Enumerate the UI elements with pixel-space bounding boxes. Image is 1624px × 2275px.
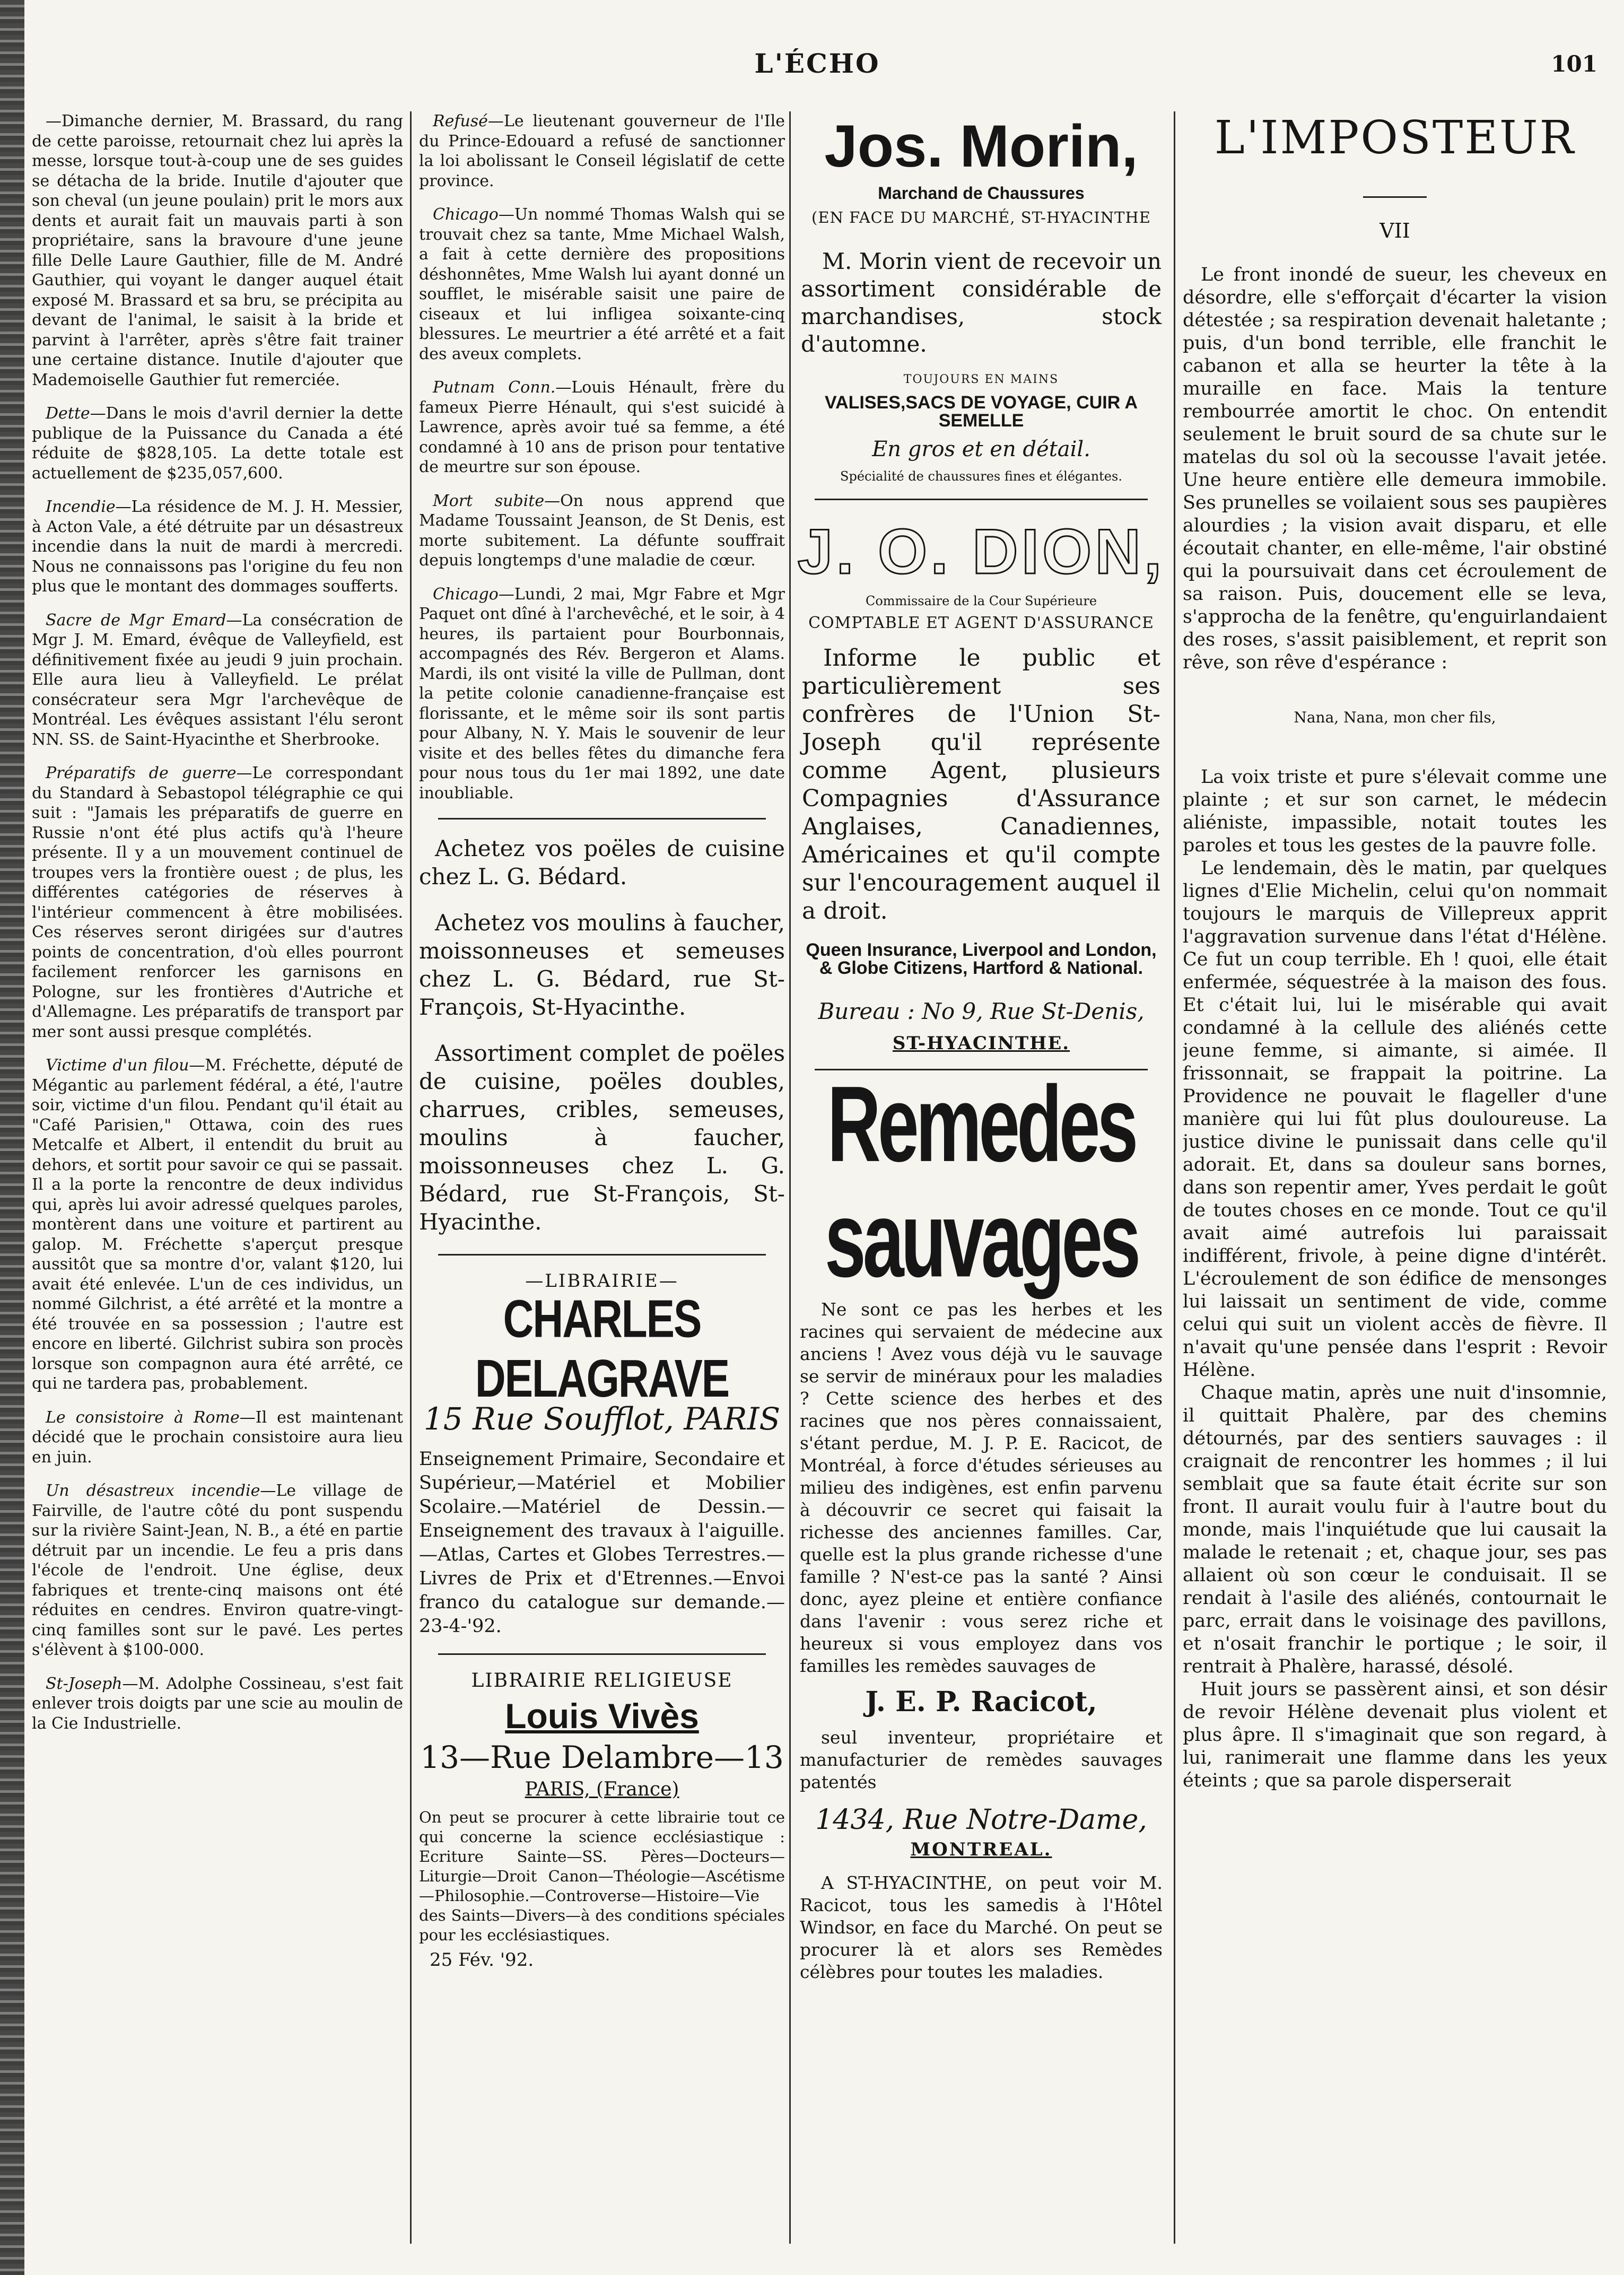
story-paragraph: Chaque matin, après une nuit d'insomnie, il quittait Phalère, par des chemins détournés, par des sentiers sauvages : il craignait de rencontrer les hommes ; il lui semblait que sa faute était écrite sur son front. Il aurait voulu fuir à l'autre bout du monde, mais l'inquiétude que lui causait la malade le retenait ; et, chaque jour, ses pas allaient où son cœur le conduisait. Il se rendait à l'asile des aliénés, contournait le parc, errait dans le voisinage des pavillons, et n'osait franchir le portique ; le soir, il rentrait à Phalère, harassé, désolé. [1183, 1382, 1607, 1677]
ad-company-name: CHARLES DELAGRAVE [475, 1289, 729, 1408]
bedard-ads [419, 834, 785, 1236]
news-item: Victime d'un filou—M. Fréchette, député de Mégantic au parlement fédéral, a été, l'autre soir, victime d'un filou. Pendant qu'il était au "Café Parisien," Ottawa, coin des rues Metcalfe et Albert, il entendit du bruit au dehors, et sortit pour savoir ce qui se passait. Il a la porte la rencontre de deux individus qui, après lui avoir adressé quelques paroles, montèrent dans une voiture et partirent au galop. M. Fréchette s'aperçut presque aussitôt que sa montre d'or, valant $120, lui avait été enlevée. L'un de ces individus, un nommé Gilchrist, a été arrêté et la montre a été trouvée en sa possession ; l'autre est encore en liberté. Gilchrist subira son procès lorsque son compagnon aura été arrêté, ce qui ne tardera pas, probablement. [32, 1056, 403, 1393]
page-header [32, 48, 1603, 95]
ad-text: Achetez vos moulins à faucher, moissonneuses et semeuses chez L. G. Bédard, rue St-François, St-Hyacinthe. [419, 910, 785, 1020]
ad-company-name: Jos. Morin, [824, 113, 1138, 179]
story-paragraph: Le lendemain, dès le matin, par quelques lignes d'Elie Michelin, celui qu'on nommait toujours le marquis de Villepreux apprit l'aggravation survenue dans l'état d'Hélène. Ce fut un coup terrible. Eh ! quoi, elle était enfermée, séquestrée à la maison des fous. Et c'était lui, lui le misérable qui avait condamné à la cellule des aliénés cette jeune femme, si aimante, si aimée. Il frissonnait, se frappait la poitrine. La Providence ne pouvait le flageller d'une manière qui lui fût plus douloureuse. La justice divine le punissait dans celle qu'il adorait. Et, dans sa douleur sans bornes, dans son repentir amer, Yves perdait le goût de toutes choses en ce monde. Tout ce qu'il avait aimé autrefois lui paraissait indifférent, frivole, à peine digne d'intérêt. L'écroulement de son édifice de mensonges lui laissait un sentiment de vide, comme celui qui suit un violent accès de fièvre. Il n'avait qu'une pensée dans l'esprit : Revoir Hélène. [1183, 858, 1607, 1381]
news-item: Chicago—Lundi, 2 mai, Mgr Fabre et Mgr Paquet ont dîné à l'archevêché, et le soir, à 4 heures, ils partaient pour Bourbonnais, accompagnés des Rév. Bergeron et Alams. Mardi, ils ont visité la ville de Pullman, dont la petite colonie canadienne-française est florissante, et le même soir ils sont partis pour Albany, N. Y. Mais le souvenir de leur visite et des belles fêtes du dimanche fera pour nous tous du 1er mai 1892, une date inoubliable. [419, 585, 785, 803]
ad-body: M. Morin vient de recevoir un assortiment considérable de marchandises, stock d'automne. [801, 248, 1162, 357]
news-item: Un désastreux incendie—Le village de Fairville, de l'autre côté du pont suspendu sur la rivière Saint-Jean, N. B., a été en partie détruit par un incendie. Le feu a pris dans l'école de l'endroit. Une église, deux fabriques et trente-cinq maisons ont été réduites en cendres. Environ quatre-vingt-cinq familles sont sur le pavé. Les pertes s'élèvent à $100-000. [32, 1481, 403, 1659]
ad-companies: Queen Insurance, Liverpool and London, & Globe Citizens, Hartford & National. [806, 940, 1157, 978]
ad-trade: Marchand de Chaussures [878, 184, 1085, 203]
feuilleton-column [1183, 111, 1607, 2244]
story-paragraph: La voix triste et pure s'élevait comme une plainte ; et sur son carnet, le médecin aliéniste, impassible, notait toutes les paroles et tous les gestes de la pauvre folle. [1183, 766, 1607, 856]
ad-headline: Remedes sauvages [824, 1063, 1138, 1300]
newspaper-title: L'ÉCHO [754, 48, 880, 79]
section-divider [438, 1254, 766, 1256]
story-paragraph: Huit jours se passèrent ainsi, et son désir de revoir Hélène devenait plus violent et plus âpre. Il s'imaginait que son regard, à lui, ranimerait une flamme dans les yeux éteints ; que sa parole disperserait [1183, 1679, 1607, 1791]
page-number: 101 [1551, 51, 1597, 77]
news-item: Préparatifs de guerre—Le correspondant du Standard à Sebastopol télégraphie ce qui suit : "Jamais les préparatifs de guerre en Russie n'ont été plus actifs qu'à l'heure présente. Il y a un mouvement continuel de troupes vers la frontière ouest ; de plus, les différentes catégories de réserves à l'intérieur commencent à être mobilisées. Ces réserves seront dirigées sur d'autres points de concentration, d'où elles pourront facilement renforcer les garnisons en Pologne, sur les frontières d'Autriche et d'Allemagne. Les préparatifs de transport par mer sont aussi presque complétés. [32, 764, 403, 1041]
ad-body: Enseignement Primaire, Secondaire et Supérieur,—Matériel et Mobilier Scolaire.—Matériel de Dessin.—Enseignement des travaux à l'aiguille.—Atlas, Cartes et Globes Terrestres.—Livres de Prix et d'Etrennes.—Envoi franco du catalogue sur demande.—23-4-'92. [419, 1449, 785, 1637]
title-rule [1363, 196, 1427, 198]
ad-address: Bureau : No 9, Rue St-Denis, [818, 998, 1145, 1024]
ad-body: A ST-HYACINTHE, on peut voir M. Racicot, tous les samedis à l'Hôtel Windsor, en face du Marché. On peut se procurer là et alors ses Remèdes célèbres pour toutes les maladies. [800, 1872, 1163, 1982]
story-paragraph: Le front inondé de sueur, les cheveux en désordre, elle s'efforçait d'écarter la vision détestée ; sa respiration devenait haletante ; puis, d'un bond terrible, elle franchit le cabanon et alla se heurter la tête à la muraille en face. Mais la tenture rembourrée amortit le choc. On entendit seulement le bruit sourd de sa chute sur le matelas du sol où la secousse l'avait jetée. Une heure entière elle demeura immobile. Ses prunelles se voilaient sous ses paupières alourdies ; la vision avait disparu, et elle écoutait chanter, en elle-même, l'air obstiné qui la poursuivait dans cet écroulement de sa raison. Puis, doucement elle se leva, s'approcha de la fenêtre, qu'enguirlandaient des roses, s'assit paisiblement, et reprit son rêve, son rêve d'espérance : [1183, 264, 1607, 673]
ad-address: 15 Rue Soufflot, PARIS [423, 1401, 781, 1437]
section-divider [438, 1653, 766, 1655]
ads-column [796, 111, 1167, 2244]
news-item: Incendie—La résidence de M. J. H. Messier, à Acton Vale, a été détruite par un désastreux incendie dans la nuit de mardi à mercredi. Nous ne connaissons pas l'origine du feu non plus que le montant des dommages soufferts. [32, 498, 403, 596]
news-item: Chicago—Un nommé Thomas Walsh qui se trouvait chez sa tante, Mme Michael Walsh, a fait à cette dernière des propositions déshonnêtes, Mme Walsh lui ayant donné un soufflet, le misérable saisit une paire de ciseaux et lui infligea soixante-cinq blessures. Le meurtrier a été arrêté et a fait des aveux complets. [419, 205, 785, 363]
page-edge-shadow [0, 0, 24, 2275]
dion-ad [796, 515, 1167, 1054]
ad-address: 13—Rue Delambre—13 [420, 1739, 784, 1775]
song-line: Nana, Nana, mon cher fils, [1294, 709, 1496, 726]
news-column-1 [32, 111, 403, 2244]
ad-specialite: Spécialité de chaussures fines et élégantes. [840, 469, 1122, 484]
delagrave-ad [419, 1270, 785, 1437]
ad-city: ST-HYACINTHE. [892, 1033, 1070, 1054]
ad-company-name: J. O. DION, [797, 516, 1165, 587]
ad-subtitle: TOUJOURS EN MAINS [903, 373, 1059, 386]
news-item: Mort subite—On nous apprend que Madame Toussaint Jeanson, de St Denis, est morte subitement. La défunte souffrait depuis longtemps d'une maladie de cœur. [419, 491, 785, 570]
ad-gros: En gros et en détail. [872, 437, 1090, 461]
ad-text: Achetez vos poëles de cuisine chez L. G. Bédard. [419, 835, 785, 890]
ad-address: 1434, Rue Notre-Dame, [815, 1804, 1147, 1836]
remedes-ad [796, 1063, 1167, 1983]
story-title: L'IMPOSTEUR [1214, 111, 1576, 164]
ad-location: (EN FACE DU MARCHÉ, ST-HYACINTHE [811, 208, 1151, 226]
morin-ad [796, 115, 1167, 484]
ad-city: PARIS, (France) [525, 1779, 679, 1800]
column-rule [1174, 111, 1175, 2244]
ad-items: VALISES,SACS DE VOYAGE, CUIR A SEMELLE [824, 393, 1138, 431]
ad-role: Commissaire de la Cour Supérieure [865, 594, 1097, 608]
news-item: Refusé—Le lieutenant gouverneur de l'Ile du Prince-Edouard a refusé de sanctionner la loi abolissant le Conseil législatif de cette province. [419, 112, 785, 190]
news-item: St-Joseph—M. Adolphe Cossineau, s'est fait enlever trois doigts par une scie au moulin de la Cie Industrielle. [32, 1674, 403, 1733]
ad-title: COMPTABLE ET AGENT D'ASSURANCE [808, 614, 1154, 632]
ad-text: Assortiment complet de poëles de cuisine, poëles doubles, charrues, cribles, semeuses, moulins à faucher, moissonneuses chez L. G. Bédard, rue St-François, St-Hyacinthe. [419, 1040, 785, 1235]
ad-body: Ne sont ce pas les herbes et les racines qui servaient de médecine aux anciens ! Avez vous déjà vu le sauvage se servir de minéraux pour les maladies ? Cette science des herbes et des racines que nos pères connaissaient, s'étant perdue, M. J. P. E. Racicot, de Montréal, à force d'études sérieuses au milieu des indigènes, est enfin parvenu à découvrir ce secret qui faisait la richesse des anciennes familles. Car, quelle est la plus grande richesse d'une famille ? N'est-ce pas la santé ? Ainsi donc, ayez pleine et entière confiance dans l'avenir : vous serez riche et heureux si vous employez dans vos familles les remèdes sauvages de [800, 1299, 1163, 1676]
ad-body: Informe le public et particulièrement ses confrères de l'Union St-Joseph qu'il représente comme Agent, plusieurs Compagnies d'Assurance Anglaises, Canadiennes, Américaines et qu'il compte sur l'encouragement auquel il a droit. [802, 644, 1160, 925]
ad-body: seul inventeur, propriétaire et manufacturier de remèdes sauvages patentés [800, 1727, 1163, 1792]
section-divider [815, 499, 1148, 500]
column-rule [410, 111, 412, 2244]
news-item: Le consistoire à Rome—Il est maintenant décidé que le prochain consistoire aura lieu en juin. [32, 1408, 403, 1467]
ad-label: —LIBRAIRIE— [525, 1270, 679, 1292]
column-rule [789, 111, 791, 2244]
librairie-religieuse-ad [419, 1670, 785, 1800]
ad-company-name: Louis Vivès [505, 1696, 699, 1736]
ad-date: 25 Fév. '92. [430, 1949, 534, 1971]
section-divider [438, 818, 766, 820]
ad-city: MONTREAL. [910, 1839, 1052, 1860]
ad-label: LIBRAIRIE RELIGIEUSE [471, 1670, 733, 1692]
chapter-number: VII [1379, 219, 1410, 242]
news-item: Dette—Dans le mois d'avril dernier la dette publique de la Puissance du Canada a été réduite de $828,105. La dette totale est actuellement de $235,057,600. [32, 404, 403, 483]
news-item: Sacre de Mgr Emard—La consécration de Mgr J. M. Emard, évêque de Valleyfield, est définitivement fixée au jeudi 9 juin prochain. Elle aura lieu à Valleyfield. Le prélat consécrateur sera Mgr l'archevêque de Montréal. Les évêques assistant l'élu seront NN. SS. de Saint-Hyacinthe et Sherbrooke. [32, 611, 403, 749]
ad-body: On peut se procurer à cette librairie tout ce qui concerne la science ecclésiastique : Ecriture Sainte—SS. Pères—Docteurs—Liturgie—Droit Canon—Théologie—Ascétisme—Philosophie.—Controverse—Histoire—Vie des Saints—Divers—à des conditions spéciales pour les ecclésiastiques. [419, 1808, 785, 1944]
news-column-2 [419, 111, 785, 2244]
ad-company-name: J. E. P. Racicot, [865, 1686, 1097, 1718]
news-item: —Dimanche dernier, M. Brassard, du rang de cette paroisse, retournait chez lui après la messe, lorsque tout-à-coup une de ses guides se détacha de la bride. Inutile d'ajouter que son cheval (un jeune poulain) prit le mors aux dents et aurait fait un mauvais parti à son propriétaire, sans la bravoure d'une jeune fille Delle Laure Gauthier, fille de M. André Gauthier, qui voyant le danger auquel était exposé M. Brassard et sa bru, se précipita au devant de l'animal, le saisit à la bride et parvint à l'arrêter, après s'être fait trainer une certaine distance. Inutile d'ajouter que Mademoiselle Gauthier fut remerciée. [32, 112, 403, 389]
news-item: Putnam Conn.—Louis Hénault, frère du fameux Pierre Hénault, qui s'est suicidé à Lawrence, après avoir tué sa femme, a été condamné à 10 ans de prison pour tentative de meurtre sur son épouse. [419, 378, 785, 476]
